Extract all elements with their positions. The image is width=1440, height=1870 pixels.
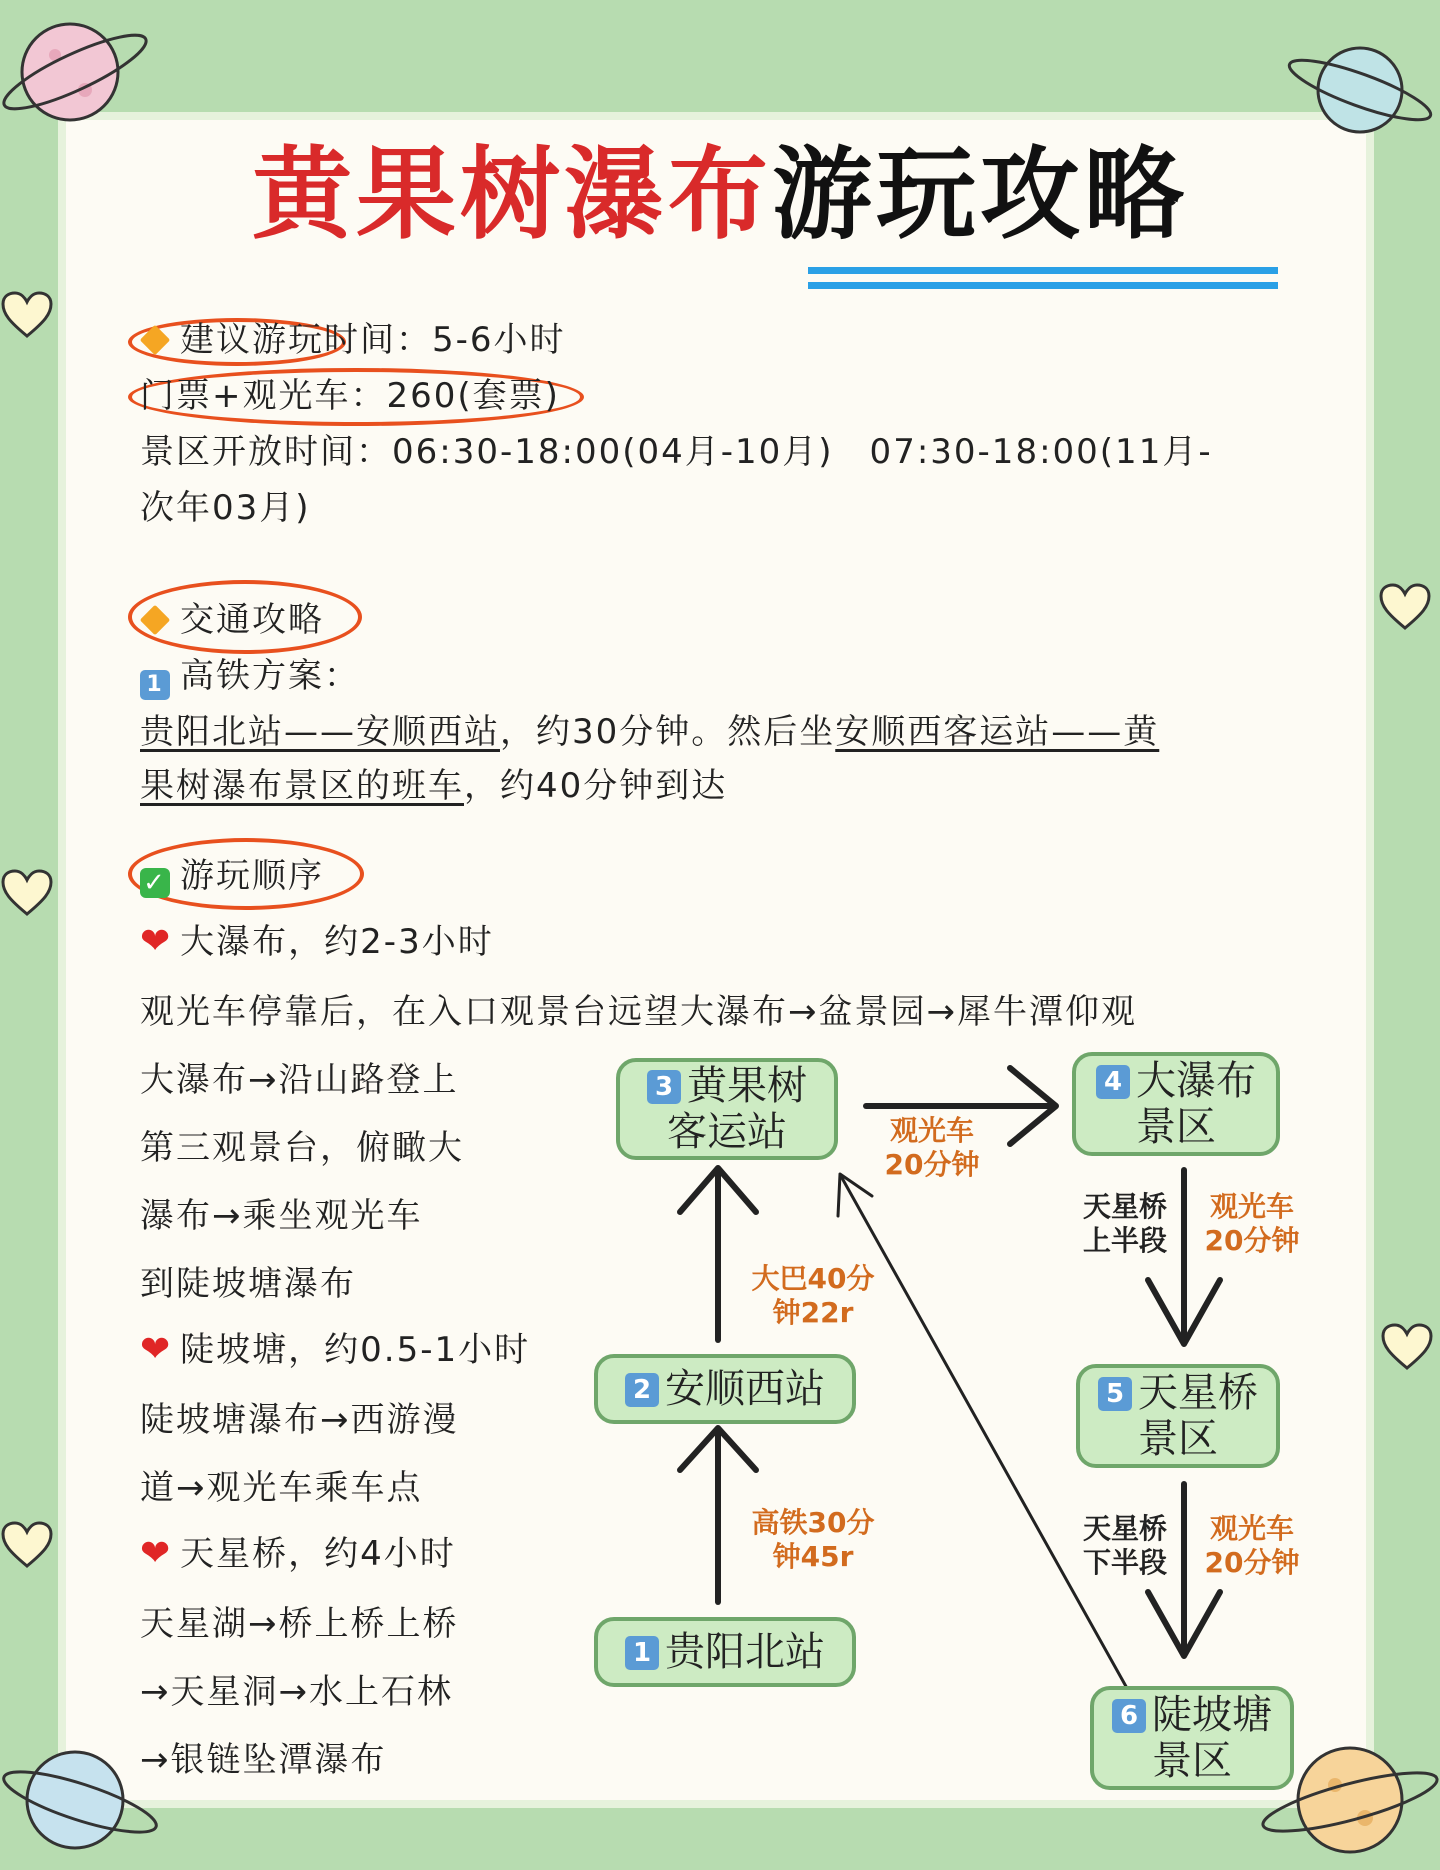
number-badge-icon: 5 <box>1098 1377 1132 1411</box>
route-node-3: 3 黄果树 客运站 <box>616 1058 838 1160</box>
spot-desc: 观光车停靠后，在入口观景台远望大瀑布→盆景园→犀牛潭仰观 <box>140 992 1137 1032</box>
route-node-1: 1 贵阳北站 <box>594 1617 856 1687</box>
section-order: ✓ 游玩顺序 <box>140 848 324 898</box>
heart-icon: ❤ <box>140 921 173 962</box>
edge-label: 观光车 20分钟 <box>884 1114 980 1181</box>
transport-desc-1: 贵阳北站——安顺西站，约30分钟。然后坐安顺西客运站——黄 <box>140 712 1160 752</box>
spot-desc: →银链坠潭瀑布 <box>140 1740 387 1780</box>
number-badge-icon: 4 <box>1096 1065 1130 1099</box>
number-badge-icon: 6 <box>1112 1699 1146 1733</box>
title-black: 游玩攻略 <box>772 136 1188 253</box>
info-line-hours: 景区开放时间：06:30-18:00(04月-10月) 07:30-18:00(11月- <box>140 432 1213 472</box>
edge-place-label: 天星桥 下半段 <box>1082 1512 1167 1579</box>
transport-desc-2: 果树瀑布景区的班车，约40分钟到达 <box>140 766 728 806</box>
info-line-ticket: 门票+观光车：260(套票) <box>140 376 560 416</box>
title-red: 黄果树瀑布 <box>252 136 772 253</box>
heart-icon: ❤ <box>140 1533 173 1574</box>
spot-desc: 到陡坡塘瀑布 <box>140 1264 356 1304</box>
spot-title: ❤ 陡坡塘，约0.5-1小时 <box>140 1329 531 1370</box>
edge-label: 大巴40分 钟22r <box>751 1262 875 1329</box>
info-line-play-time: 建议游玩时间：5-6小时 <box>140 312 566 361</box>
spot-title: ❤ 大瀑布，约2-3小时 <box>140 921 494 962</box>
spot-title: ❤ 天星桥，约4小时 <box>140 1533 456 1574</box>
edge-label: 观光车 20分钟 <box>1204 1512 1300 1579</box>
spot-desc: 陡坡塘瀑布→西游漫 <box>140 1400 459 1440</box>
route-node-6: 6 陡坡塘 景区 <box>1090 1686 1294 1790</box>
edge-label: 观光车 20分钟 <box>1204 1190 1300 1257</box>
route-node-4: 4 大瀑布 景区 <box>1072 1052 1280 1156</box>
number-badge-icon: 2 <box>625 1373 659 1407</box>
spot-desc: →天星洞→水上石林 <box>140 1672 453 1712</box>
spot-desc: 第三观景台，俯瞰大 <box>140 1128 464 1168</box>
plan-title: 1 高铁方案： <box>140 648 360 700</box>
edge-place-label: 天星桥 上半段 <box>1082 1190 1167 1257</box>
number-badge-icon: 3 <box>647 1070 681 1104</box>
section-transport: 交通攻略 <box>140 592 324 641</box>
route-node-2: 2 安顺西站 <box>594 1354 856 1424</box>
spot-desc: 道→观光车乘车点 <box>140 1468 423 1508</box>
heart-icon: ❤ <box>140 1329 173 1370</box>
spot-desc: 瀑布→乘坐观光车 <box>140 1196 423 1236</box>
info-line-hours-cont: 次年03月) <box>140 488 311 528</box>
number-badge-icon: 1 <box>140 670 170 700</box>
number-badge-icon: 1 <box>625 1636 659 1670</box>
route-node-5: 5 天星桥 景区 <box>1076 1364 1280 1468</box>
check-icon: ✓ <box>140 868 170 898</box>
edge-label: 高铁30分 钟45r <box>751 1506 875 1573</box>
spot-desc: 大瀑布→沿山路登上 <box>140 1060 459 1100</box>
spot-desc: 天星湖→桥上桥上桥 <box>140 1604 459 1644</box>
